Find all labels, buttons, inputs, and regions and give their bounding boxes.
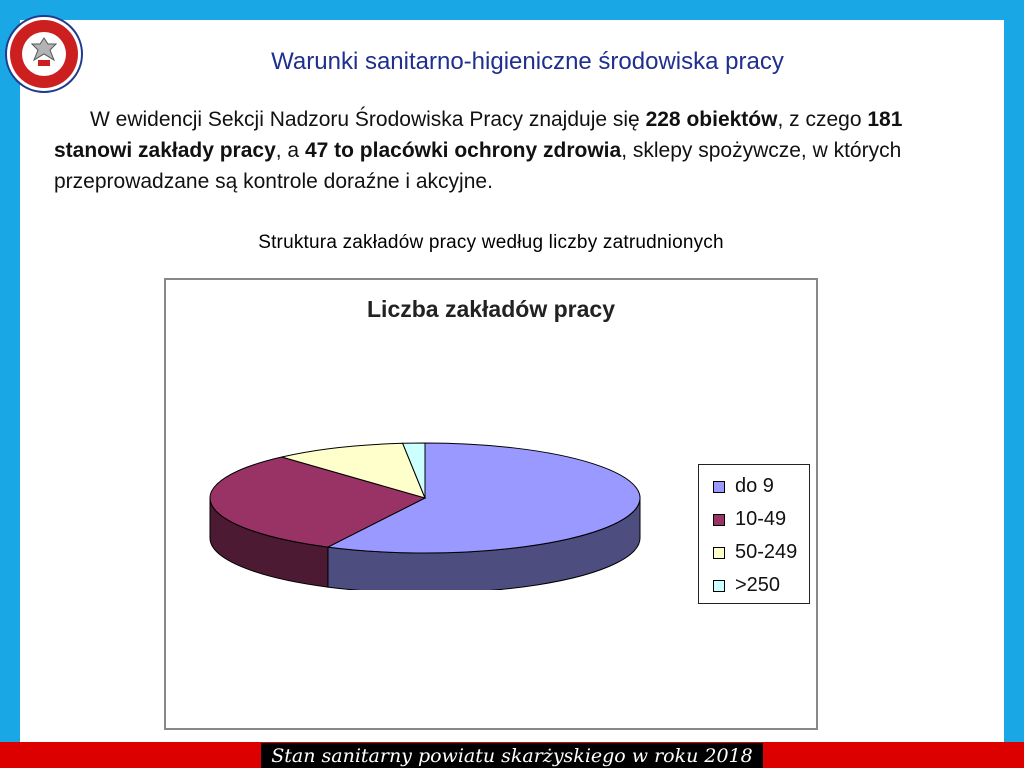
intro-text-4: , sklepy spożywcze, w których przeprowadzane są kontrole doraźne i akcyjne. [54, 139, 902, 193]
chart-legend [698, 464, 810, 604]
legend-swatch [713, 580, 725, 592]
page-title: Warunki sanitarno-higieniczne środowiska pracy [271, 48, 784, 75]
chart-subtitle: Struktura zakładów pracy według liczby zatrudnionych [258, 232, 724, 253]
intro-text-3: , a [275, 139, 305, 162]
footer-text: Stan sanitarny powiatu skarżyskiego w roku 2018 [261, 743, 763, 768]
legend-label: 10-49 [735, 508, 787, 530]
legend-swatch [713, 481, 725, 493]
legend-swatch [713, 547, 725, 559]
healthcare-count: 47 to placówki ochrony zdrowia [304, 139, 622, 162]
footer-bar [0, 742, 1024, 768]
chart-title: Liczba zakładów pracy [367, 296, 615, 322]
pie-chart [200, 440, 660, 590]
legend-swatch [713, 514, 725, 526]
intro-paragraph [54, 104, 974, 197]
intro-text-1: W ewidencji Sekcji Nadzoru Środowiska Pracy znajduje się [90, 108, 646, 131]
legend-label: 50-249 [735, 541, 798, 563]
intro-text-2: , z czego [777, 108, 868, 131]
legend-label: >250 [735, 574, 781, 596]
workplaces-count: 181 stanowi zakłady pracy [54, 108, 903, 162]
legend-label: do 9 [735, 475, 774, 497]
total-objects: 228 obiektów [645, 108, 778, 131]
